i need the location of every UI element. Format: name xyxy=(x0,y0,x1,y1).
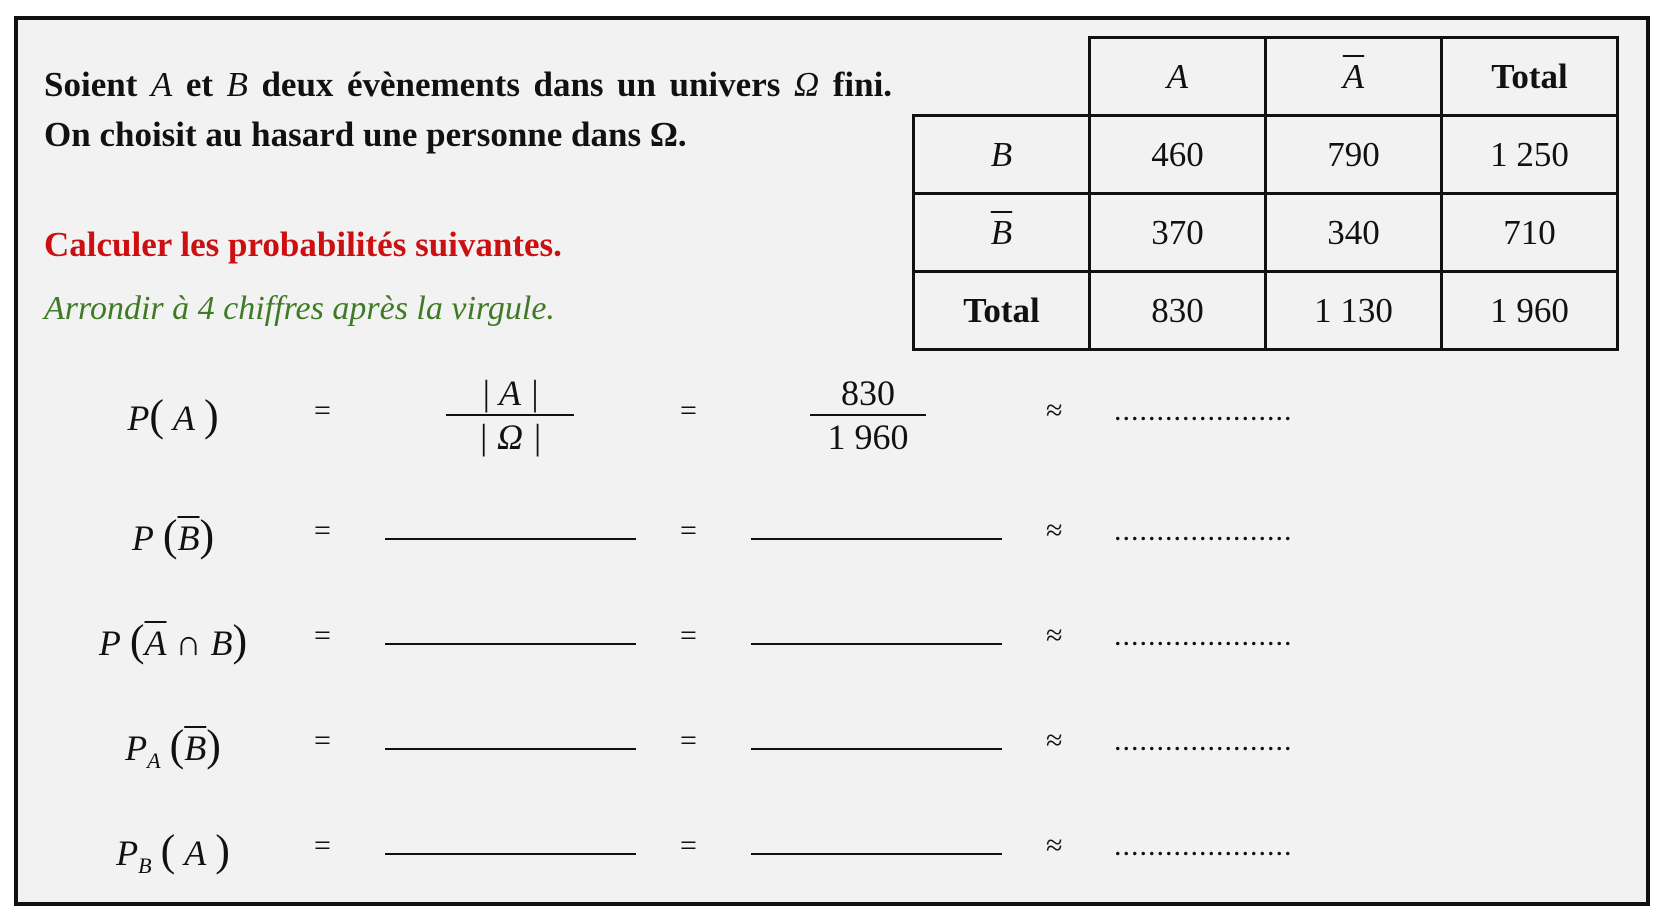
fraction-blank[interactable] xyxy=(385,748,636,750)
equals-sign: = xyxy=(314,514,331,547)
table-row xyxy=(914,116,1618,194)
rounding-hint: Arrondir à 4 chiffres après la virgule. xyxy=(44,290,555,327)
fraction-blank[interactable] xyxy=(385,853,636,855)
fraction-values: $\frac{830}{1 960}$ xyxy=(810,372,926,458)
answer-blank[interactable]: ..................... xyxy=(1114,394,1293,427)
table-header-row xyxy=(914,38,1618,116)
instruction: Calculer les probabilités suivantes. xyxy=(44,225,562,264)
probability-row-p-a xyxy=(18,372,1468,457)
table-row-label: B xyxy=(914,116,1090,194)
equals-sign: = xyxy=(314,724,331,757)
answer-blank[interactable]: ..................... xyxy=(1114,619,1293,652)
fraction-blank[interactable] xyxy=(751,643,1002,645)
expression-p-a-bar-inter-b: P ($\overline{A}$ ∩ B) xyxy=(98,616,248,665)
table-cell: 710 xyxy=(1442,194,1618,272)
answer-blank[interactable]: ..................... xyxy=(1114,514,1293,547)
table-row xyxy=(914,194,1618,272)
table-row-label: Total xyxy=(914,272,1090,350)
probability-row-pa-b-bar xyxy=(18,702,1468,782)
answer-blank[interactable]: ..................... xyxy=(1114,829,1293,862)
table-cell: 1 130 xyxy=(1266,272,1442,350)
table-cell: 830 xyxy=(1090,272,1266,350)
expression-pb-a: $P_B$ ( A ) xyxy=(116,826,230,879)
fraction-blank[interactable] xyxy=(385,643,636,645)
expression-p-a: P( A ) xyxy=(127,391,219,440)
approx-sign: ≈ xyxy=(1046,724,1063,757)
expression-pa-b-bar: $P_A$ $(\overline{B})$ xyxy=(125,721,221,774)
table-cell: 340 xyxy=(1266,194,1442,272)
probability-row-p-a-bar-inter-b xyxy=(18,597,1468,677)
approx-sign: ≈ xyxy=(1046,514,1063,547)
contingency-table xyxy=(912,36,1619,351)
approx-sign: ≈ xyxy=(1046,619,1063,652)
expression-p-b-bar: P $(\overline{B})$ xyxy=(131,511,215,560)
table-header-a-bar: $\overline{A}$ xyxy=(1266,38,1442,116)
approx-sign: ≈ xyxy=(1046,829,1063,862)
fraction-blank[interactable] xyxy=(385,538,636,540)
fraction-blank[interactable] xyxy=(751,538,1002,540)
probability-row-pb-a xyxy=(18,807,1468,887)
table-cell: 460 xyxy=(1090,116,1266,194)
equals-sign: = xyxy=(314,619,331,652)
equals-sign: = xyxy=(680,394,697,427)
table-corner xyxy=(914,38,1090,116)
approx-sign: ≈ xyxy=(1046,394,1063,427)
table-cell: 1 960 xyxy=(1442,272,1618,350)
table-row xyxy=(914,272,1618,350)
table-cell: 370 xyxy=(1090,194,1266,272)
equals-sign: = xyxy=(314,829,331,862)
fraction-blank[interactable] xyxy=(751,853,1002,855)
table-cell: 790 xyxy=(1266,116,1442,194)
table-row-label: $\overline{B}$ xyxy=(914,194,1090,272)
intro-text: Soient A et B deux évènements dans un univers Ω fini. On choisit au hasard une personne dans Ω. xyxy=(44,65,893,154)
equals-sign: = xyxy=(314,394,331,427)
answer-blank[interactable]: ..................... xyxy=(1114,724,1293,757)
fraction-blank[interactable] xyxy=(751,748,1002,750)
equals-sign: = xyxy=(680,829,697,862)
exercise-frame xyxy=(14,16,1650,906)
table-header-total: Total xyxy=(1442,38,1618,116)
equals-sign: = xyxy=(680,514,697,547)
fraction-cardinal: $\frac{| A |}{| \Omega |}$ xyxy=(446,372,574,458)
equals-sign: = xyxy=(680,619,697,652)
table-header-a: A xyxy=(1090,38,1266,116)
equals-sign: = xyxy=(680,724,697,757)
probability-row-p-b-bar xyxy=(18,492,1468,572)
table-cell: 1 250 xyxy=(1442,116,1618,194)
